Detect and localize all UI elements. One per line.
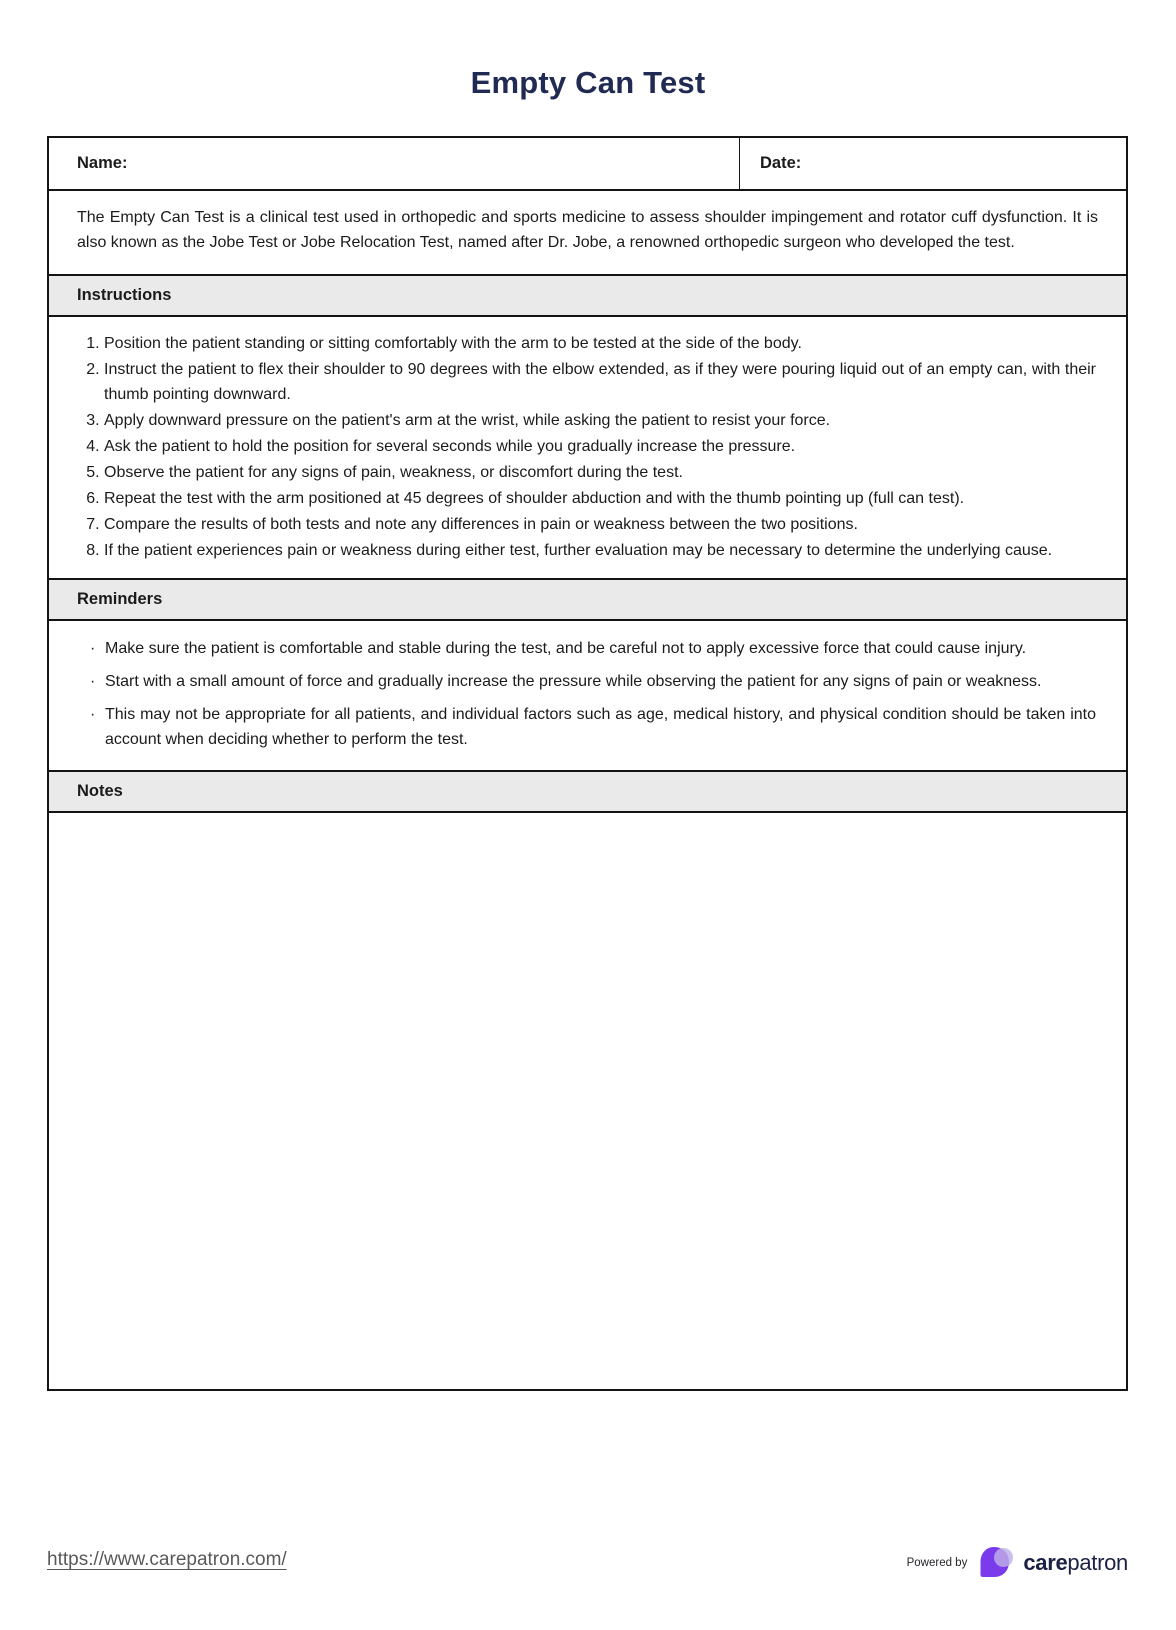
powered-by-label: Powered by [906, 1557, 968, 1569]
instructions-section-header [49, 276, 1126, 317]
instruction-item: 6. Repeat the test with the arm positioned at 45 degrees of shoulder abduction and with the thumb pointing up (full can test). [104, 486, 1096, 511]
instructions-section-body [49, 317, 1126, 580]
notes-header-label: Notes [77, 782, 123, 800]
carepatron-logo-icon [976, 1544, 1014, 1582]
brand-patron-text: patron [1067, 1550, 1128, 1575]
instruction-item: 7. Compare the results of both tests and note any differences in pain or weakness between the two positions. [104, 512, 1096, 537]
instruction-item: 8. If the patient experiences pain or weakness during either test, further evaluation may be necessary to determine the underlying cause. [104, 538, 1096, 563]
worksheet-table [47, 136, 1128, 1391]
reminder-item: · This may not be appropriate for all patients, and individual factors such as age, medical history, and physical condition should be taken into account when deciding whether to perform the test. [105, 702, 1096, 752]
brand-care-text: care [1023, 1550, 1068, 1575]
name-label: Name: [77, 154, 128, 172]
instruction-item: 5. Observe the patient for any signs of pain, weakness, or discomfort during the test. [104, 460, 1096, 485]
page-title: Empty Can Test [470, 64, 706, 100]
notes-area [49, 813, 1126, 1389]
test-description: The Empty Can Test is a clinical test used in orthopedic and sports medicine to assess shoulder impingement and rotator cuff dysfunction. It is also known as the Jobe Test or Jobe Relocation Test, named after Dr. Jobe, a renowned orthopedic surgeon who developed the test. [49, 191, 1126, 276]
name-field [49, 138, 740, 189]
reminder-item: · Make sure the patient is comfortable and stable during the test, and be careful not to apply excessive force that could cause injury. [105, 636, 1096, 661]
instruction-item: 2. Instruct the patient to flex their shoulder to 90 degrees with the elbow extended, as if they were pouring liquid out of an empty can, with their thumb pointing downward. [104, 357, 1096, 407]
reminders-header-label: Reminders [77, 590, 163, 608]
reminders-section-header [49, 580, 1126, 621]
carepatron-wordmark [1023, 1550, 1128, 1576]
instruction-item: 4. Ask the patient to hold the position for several seconds while you gradually increase the pressure. [104, 434, 1096, 459]
instruction-item: 3. Apply downward pressure on the patient's arm at the wrist, while asking the patient to resist your force. [104, 408, 1096, 433]
reminders-section-body [49, 621, 1126, 772]
instructions-header-label: Instructions [77, 286, 172, 304]
name-date-row [49, 138, 1126, 191]
instructions-list [77, 331, 1096, 563]
date-field [740, 138, 1126, 189]
footer-brand [907, 1544, 1128, 1582]
carepatron-website-link[interactable]: https://www.carepatron.com/ [47, 1549, 287, 1570]
notes-section-header [49, 772, 1126, 813]
date-label: Date: [760, 154, 802, 172]
reminder-item: · Start with a small amount of force and gradually increase the pressure while observing the patient for any signs of pain or weakness. [105, 669, 1096, 694]
reminders-list [77, 636, 1096, 752]
instruction-item: 1. Position the patient standing or sitting comfortably with the arm to be tested at the side of the body. [104, 331, 1096, 356]
